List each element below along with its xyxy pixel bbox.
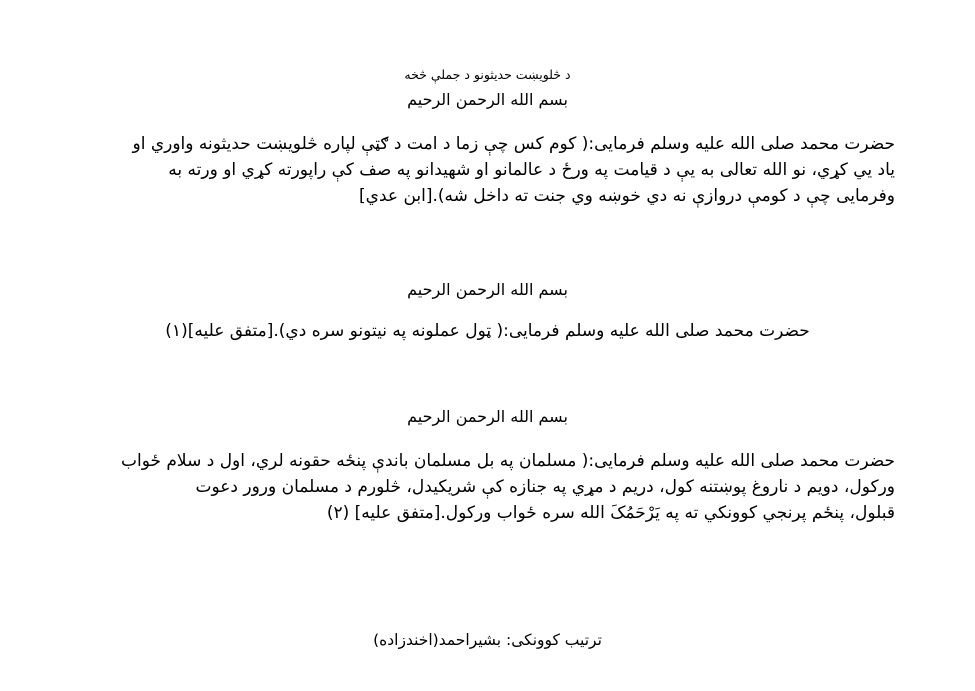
basmala-heading: بسم الله الرحمن الرحيم [407, 280, 568, 299]
hadith-paragraph [80, 448, 895, 526]
paragraph-line: وفرمایی چې د کومې دروازې نه دي خوښه وي جنت ته داخل شه).[ابن عدي] [359, 186, 895, 206]
basmala-heading: بسم الله الرحمن الرحيم [407, 407, 568, 426]
hadith-paragraph: حضرت محمد صلی الله علیه وسلم فرمایی:( ټول عملونه په نیتونو سره دي).[متفق علیه](۱) [165, 321, 810, 341]
hadith-paragraph [80, 131, 895, 209]
compiler-credit: ترتیب کوونکی: بشیراحمد(اخندزاده) [373, 631, 602, 649]
paragraph-line: حضرت محمد صلی الله علیه وسلم فرمایی:( مسلمان په بل مسلمان باندې پنځه حقونه لري، اول د سلام ځواب [120, 451, 895, 471]
paragraph-line: ورکول، دویم د ناروغ پوښتنه کول، دریم د مړي په جنازه کې شریکیدل، څلورم د مسلمان ورور دعوت [195, 477, 895, 497]
paragraph-line: یاد یي کړي، نو الله تعالی به یې د قیامت په ورځ د عالمانو او شهیدانو په صف کې راپورته کړي او ورته به [168, 160, 895, 180]
paragraph-line: حضرت محمد صلی الله علیه وسلم فرمایی:( کوم کس چې زما د امت د ګټې لپاره څلویښت حدیثونه واوري او [132, 134, 895, 154]
document-title: د څلویښت حدیثونو د جملې څخه [404, 67, 571, 82]
basmala-heading: بسم الله الرحمن الرحيم [407, 90, 568, 109]
paragraph-line: قبلول، پنځم پرنجي کوونکي ته په يَرْحَمُکَ الله سره ځواب ورکول.[متفق علیه] (۲) [326, 503, 895, 523]
